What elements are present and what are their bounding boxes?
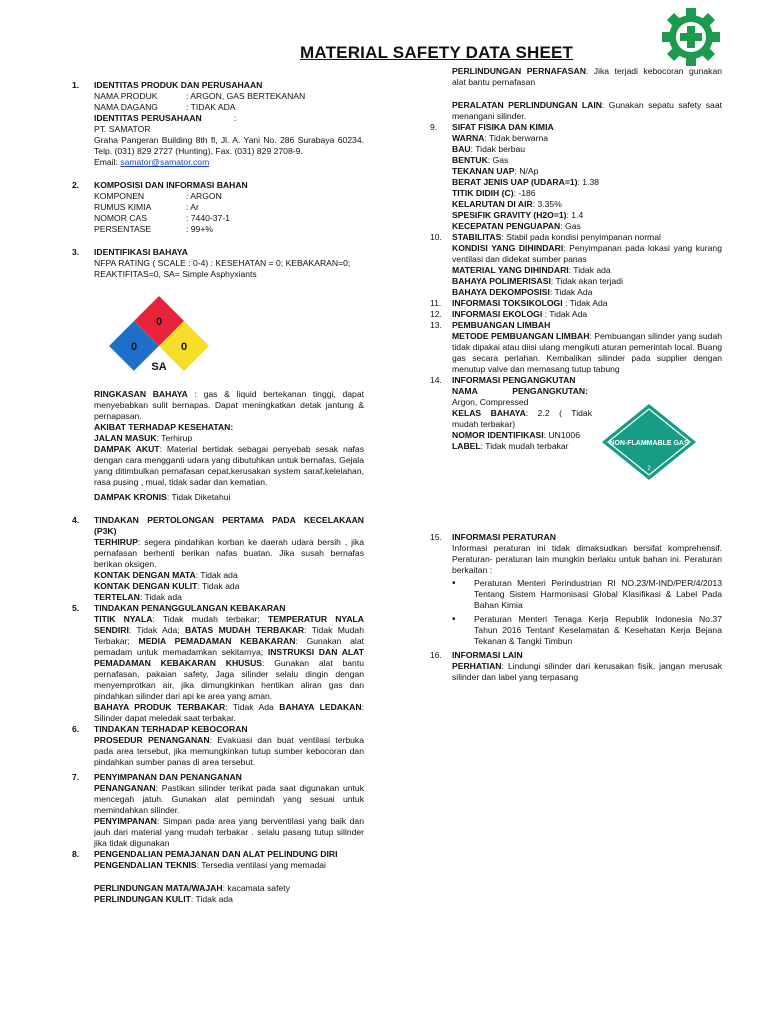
regulation-list bbox=[452, 578, 722, 647]
field-value: : Tidak berwarna bbox=[484, 133, 548, 143]
section-number: 8. bbox=[72, 849, 80, 859]
field-label: TEKANAN UAP bbox=[452, 166, 515, 176]
field-label: METODE PEMBUANGAN LIMBAH bbox=[452, 331, 590, 341]
field-label: KELARUTAN DI AIR bbox=[452, 199, 533, 209]
section-heading: PENGENDALIAN PEMAJANAN DAN ALAT PELINDUNG DIRI bbox=[94, 849, 338, 859]
section-2-komposisi bbox=[72, 180, 364, 235]
section-heading: INFORMASI LAIN bbox=[452, 650, 523, 660]
field-label: PERALATAN PERLINDUNGAN LAIN bbox=[452, 100, 602, 110]
k3-safety-gear-cross-icon bbox=[660, 6, 722, 68]
field-label: INFORMASI EKOLOGI bbox=[452, 309, 543, 319]
section-heading: IDENTITAS PRODUK DAN PERUSAHAAN bbox=[94, 80, 263, 90]
field-label: NAMA PRODUK bbox=[94, 91, 158, 101]
field-value: : Gunakan sepatu safety saat menangani silinder. bbox=[452, 100, 722, 121]
field-value: : 1.4 bbox=[566, 210, 584, 220]
section-number: 16. bbox=[430, 650, 442, 660]
section-heading: PENYIMPANAN DAN PENANGANAN bbox=[94, 772, 242, 782]
company-address: Graha Pangeran Building 8th fl, Jl. A. Yani No. 286 Surabaya 60234. Telp. (031) 829 2727 (Hunting), Fax. (031) 829 2708-9. bbox=[94, 135, 364, 156]
field-value: : Pembuangan silinder yang sudah tidak dipakai atau diisi ulang mengikuti aturan pemerintah local. Buang gas secara perlahan. Kembalikan silinder pada supplier dengan menutup valve dan memasang tutup tabung bbox=[452, 331, 723, 374]
field-value: : Tidak Ada bbox=[225, 702, 280, 712]
field-value: : Jika terjadi kebocoran gunakan alat bantu pernafasan bbox=[452, 66, 723, 87]
field-label: LABEL bbox=[452, 441, 481, 451]
section-heading: PEMBUANGAN LIMBAH bbox=[452, 320, 551, 330]
section-15-peraturan bbox=[430, 532, 722, 647]
list-item: • Peraturan Menteri Tenaga Kerja Republik Indonesia No.37 Tahun 2016 Tentanf Keselamatan & Kesehatan Kerja Bejana Tekanan & Tangki Timbun bbox=[452, 614, 722, 647]
field-label: RINGKASAN BAHAYA bbox=[94, 389, 188, 399]
field-value: : Gunakan alat bantu pernafasan, pakaian safety, Jaga silinder selalu dingin dengan menyemprotkan air, jika dimungkinkan hentikan aliran gas dan pindahkan silinder dari api ke area yang aman. bbox=[94, 658, 364, 701]
nfpa-reactivity-rating: 0 bbox=[180, 341, 188, 353]
regulation-text: Informasi peraturan ini tidak dimaksudkan bersifat komprehensif. Peraturan- peraturan lain mungkin berlaku untuk bahan ini. Peraturan berkaitan : bbox=[452, 543, 722, 575]
field-label: TITIK DIDIH (C) bbox=[452, 188, 514, 198]
field-value: : Tidak Ada bbox=[562, 298, 608, 308]
company-name: PT. SAMATOR bbox=[94, 124, 151, 134]
field-value: : Stabil pada kondisi penyimpanan normal bbox=[501, 232, 661, 242]
section-1-identitas bbox=[72, 80, 364, 168]
section-heading: SIFAT FISIKA DAN KIMIA bbox=[452, 122, 554, 132]
field-value: : Tidak ada bbox=[190, 894, 233, 904]
field-label: PENANGANAN bbox=[94, 783, 156, 793]
field-value: : Material bertidak sebagai penyebab sesak nafas dengan cara mengganti udara yang dibutuhkan untuk bernafas. Gejala yang ditimbulkan pernafasan cepat,kerusakan system saraf,kelelahan, rasa pusing , mual, tidak sadar dan kematian. bbox=[94, 444, 364, 487]
field-value: : Ar bbox=[186, 202, 199, 212]
field-value: : Simpan pada area yang berventilasi yang baik dan jauh dari material yang mudah terbakar . selalu pasang tutup silinder jika tidak digunakan bbox=[94, 816, 364, 848]
field-label: TEMPERATUR NYALA SENDIRI bbox=[94, 614, 365, 635]
field-label: PERLINDUNGAN MATA/WAJAH bbox=[94, 883, 223, 893]
field-value: : Tidak Ada bbox=[542, 309, 588, 319]
nfpa-special-rating: SA bbox=[151, 361, 167, 373]
field-value: : kacamata safety bbox=[222, 883, 290, 893]
field-value: : segera pindahkan korban ke daerah udara bersih , jika pernafasan berhenti berikan nafas buatan. Jika susah bernafas berikan oksigen. bbox=[94, 537, 364, 569]
field-value: : Tidak mudah terbakar; bbox=[152, 614, 269, 624]
field-label: BENTUK bbox=[452, 155, 488, 165]
field-label: JALAN MASUK bbox=[94, 433, 157, 443]
section-heading: TINDAKAN TERHADAP KEBOCORAN bbox=[94, 724, 248, 734]
field-label: PENGANGKUTAN: bbox=[512, 386, 588, 396]
field-value: : TIDAK ADA bbox=[186, 102, 236, 112]
field-label: MEDIA PEMADAMAN KEBAKARAN bbox=[138, 636, 296, 646]
section-10-stabilitas bbox=[430, 232, 722, 298]
nfpa-health-rating: 0 bbox=[130, 341, 138, 353]
field-value: : Evakuasi dan buat ventilasi terbuka pada area tersebut, jika memungkinkan tutup sumber kebocoran dan pindahkan sumber panas di area tersebut. bbox=[94, 735, 364, 767]
field-value: : Tidak akan terjadi bbox=[550, 276, 623, 286]
field-value: : Tidak Diketahui bbox=[166, 492, 231, 502]
field-label: DAMPAK AKUT bbox=[94, 444, 160, 454]
document-title: MATERIAL SAFETY DATA SHEET bbox=[300, 43, 574, 62]
field-value: : Tidak Mudah Terbakar; bbox=[94, 625, 364, 646]
field-value: : Lindungi silinder dari kerusakan fisik, jangan merusak silinder dan label yang terpasang bbox=[452, 661, 722, 682]
section-heading: INFORMASI PENGANGKUTAN bbox=[452, 375, 576, 385]
field-value: : Penyimpanan pada lokasi yang kurang ventilasi dan didekat sumber panas bbox=[452, 243, 722, 264]
nfpa-diamond-icon bbox=[104, 294, 214, 374]
field-value: : UN1006 bbox=[543, 430, 580, 440]
field-value: : Tersedia ventilasi yang memadai bbox=[196, 860, 326, 870]
field-label: TITIK NYALA bbox=[94, 614, 153, 624]
field-value: : Tidak Ada; bbox=[128, 625, 185, 635]
email-label: Email: bbox=[94, 157, 121, 167]
section-number: 13. bbox=[430, 320, 442, 330]
right-column bbox=[430, 66, 722, 683]
field-label: STABILITAS bbox=[452, 232, 502, 242]
field-label: KONTAK DENGAN MATA bbox=[94, 570, 196, 580]
section-number: 14. bbox=[430, 375, 442, 385]
sign-label: NON-FLAMMABLE GAS bbox=[609, 440, 689, 447]
section-8-continued bbox=[430, 66, 722, 122]
nfpa-fire-rating: 0 bbox=[155, 316, 163, 328]
field-label: WARNA bbox=[452, 133, 485, 143]
section-number: 5. bbox=[72, 603, 80, 613]
field-value: : 1.38 bbox=[577, 177, 600, 187]
field-value: : Tidak ada bbox=[195, 570, 238, 580]
field-label: PERLINDUNGAN KULIT bbox=[94, 894, 191, 904]
field-label: RUMUS KIMIA bbox=[94, 202, 152, 212]
field-value: : Tidak ada bbox=[197, 581, 240, 591]
field-value: : Pastikan silinder terikat pada saat digunakan untuk mencegah jatuh. Gunakan alat pemindah yang sesuai untuk memindahkan silinder. bbox=[94, 783, 364, 815]
field-label: INFORMASI TOKSIKOLOGI bbox=[452, 298, 563, 308]
field-label: BAHAYA POLIMERISASI bbox=[452, 276, 551, 286]
field-label: PERLINDUNGAN PERNAFASAN bbox=[452, 66, 586, 76]
email-link[interactable]: samator@samator.com bbox=[120, 157, 210, 167]
section-number: 4. bbox=[72, 515, 80, 525]
section-heading: KOMPOSISI DAN INFORMASI BAHAN bbox=[94, 180, 248, 190]
field-value: : Silinder dapat meledak saat terbakar. bbox=[94, 702, 364, 723]
field-label: SPESIFIK GRAVITY (H2O=1) bbox=[452, 210, 567, 220]
section-8-apd bbox=[72, 849, 364, 905]
field-label: DAMPAK KRONIS bbox=[94, 492, 167, 502]
section-heading: TINDAKAN PERTOLONGAN PERTAMA PADA KECELAKAAN (P3K) bbox=[94, 515, 364, 536]
field-value: : 2.2 ( Tidak mudah terbakar) bbox=[452, 408, 592, 429]
sign-class-number: 2 bbox=[647, 466, 651, 472]
section-12-ekologi bbox=[430, 309, 722, 320]
section-number: 7. bbox=[72, 772, 80, 782]
section-6-kebocoran bbox=[72, 724, 364, 768]
field-label: BATAS MUDAH TERBAKAR bbox=[184, 625, 305, 635]
non-flammable-gas-sign-icon bbox=[600, 402, 698, 482]
field-value: : Terhirup bbox=[156, 433, 193, 443]
section-number: 12. bbox=[430, 309, 442, 319]
field-label: NOMOR CAS bbox=[94, 213, 147, 223]
section-9-sifat-fisika bbox=[430, 122, 722, 232]
section-number: 6. bbox=[72, 724, 80, 734]
field-value: : 99+% bbox=[186, 224, 213, 234]
field-value: : 7440-37-1 bbox=[186, 213, 230, 223]
section-13-limbah bbox=[430, 320, 722, 375]
field-value: : 3.35% bbox=[532, 199, 562, 209]
section-number: 9. bbox=[430, 122, 438, 132]
field-label: NOMOR IDENTIFIKASI bbox=[452, 430, 544, 440]
field-label: TERHIRUP bbox=[94, 537, 138, 547]
section-heading: INFORMASI PERATURAN bbox=[452, 532, 556, 542]
section-5-kebakaran bbox=[72, 603, 364, 724]
field-label: BAU bbox=[452, 144, 471, 154]
field-value: : -186 bbox=[513, 188, 536, 198]
field-label: PENGENDALIAN TEKNIS bbox=[94, 860, 197, 870]
field-label: PERHATIAN bbox=[452, 661, 502, 671]
field-value: : ARGON, GAS BERTEKANAN bbox=[186, 91, 306, 101]
section-number: 11. bbox=[430, 298, 442, 308]
field-value: : Gunakan alat pemadam untuk memadamkan sekitarnya; bbox=[94, 636, 364, 657]
section-number: 2. bbox=[72, 180, 80, 190]
field-label: BERAT JENIS UAP (UDARA=1) bbox=[452, 177, 578, 187]
field-label: TERTELAN bbox=[94, 592, 140, 602]
section-number: 15. bbox=[430, 532, 442, 542]
field-label: KECEPATAN PENGUAPAN bbox=[452, 221, 561, 231]
section-number: 3. bbox=[72, 247, 80, 257]
field-label: KONTAK DENGAN KULIT bbox=[94, 581, 198, 591]
field-label: BAHAYA PRODUK TERBAKAR bbox=[94, 702, 226, 712]
field-label: KOMPONEN bbox=[94, 191, 145, 201]
field-label: PROSEDUR PENANGANAN bbox=[94, 735, 210, 745]
section-7-penyimpanan bbox=[72, 772, 364, 849]
field-label: MATERIAL YANG DIHINDARI bbox=[452, 265, 569, 275]
field-value: : Tidak ada bbox=[568, 265, 611, 275]
field-label: IDENTITAS PERUSAHAAN bbox=[94, 113, 202, 123]
field-value: : gas & liquid bertekanan tinggi, dapat menyebabkan sulit bernapas. Dapat meningkatkan detak jantung & pernapasan. bbox=[94, 389, 364, 421]
section-heading: IDENTIFIKASI BAHAYA bbox=[94, 247, 188, 257]
section-16-informasi-lain bbox=[430, 650, 722, 683]
section-number: 1. bbox=[72, 80, 80, 90]
field-label: BAHAYA LEDAKAN bbox=[279, 702, 362, 712]
field-value: : Tidak Ada bbox=[549, 287, 593, 297]
left-column bbox=[72, 80, 364, 905]
field-label: PENYIMPANAN bbox=[94, 816, 157, 826]
field-value: : Tidak ada bbox=[139, 592, 182, 602]
field-value: Argon, Compressed bbox=[452, 397, 529, 407]
field-label: NAMA DAGANG bbox=[94, 102, 158, 112]
section-heading: TINDAKAN PENANGGULANGAN KEBAKARAN bbox=[94, 603, 286, 613]
field-value: : Gas bbox=[487, 155, 509, 165]
nfpa-rating-text: NFPA RATING ( SCALE : 0-4) : KESEHATAN = 0; KEBAKARAN=0; REAKTIFITAS=0, SA= Simple Asphyxiants bbox=[94, 258, 351, 279]
field-value: : ARGON bbox=[186, 191, 222, 201]
field-value: : Tidak berbau bbox=[470, 144, 526, 154]
field-value: : Tidak mudah terbakar bbox=[480, 441, 569, 451]
list-item: • Peraturan Menteri Perindustrian RI NO.23/M-IND/PER/4/2013 Tentang Sistem Harmonisasi Global Klasifikasi & Label Pada Bahan Kimia bbox=[452, 578, 722, 611]
field-label: KELAS BAHAYA bbox=[452, 408, 526, 418]
field-label: PERSENTASE bbox=[94, 224, 152, 234]
field-value: : Gas bbox=[560, 221, 581, 231]
field-label: BAHAYA DEKOMPOSISI bbox=[452, 287, 550, 297]
field-label: INSTRUKSI DAN ALAT PEMADAMAN KEBAKARAN KHUSUS bbox=[94, 647, 364, 668]
subheading: AKIBAT TERHADAP KESEHATAN: bbox=[94, 422, 234, 432]
field-label: NAMA bbox=[452, 386, 478, 396]
section-4-p3k bbox=[72, 515, 364, 603]
section-3-bahaya bbox=[72, 247, 364, 503]
field-label: KONDISI YANG DIHINDARI bbox=[452, 243, 564, 253]
section-11-toksikologi bbox=[430, 298, 722, 309]
field-value: : N/Ap bbox=[514, 166, 539, 176]
field-value: : bbox=[234, 113, 237, 123]
section-number: 10. bbox=[430, 232, 442, 242]
